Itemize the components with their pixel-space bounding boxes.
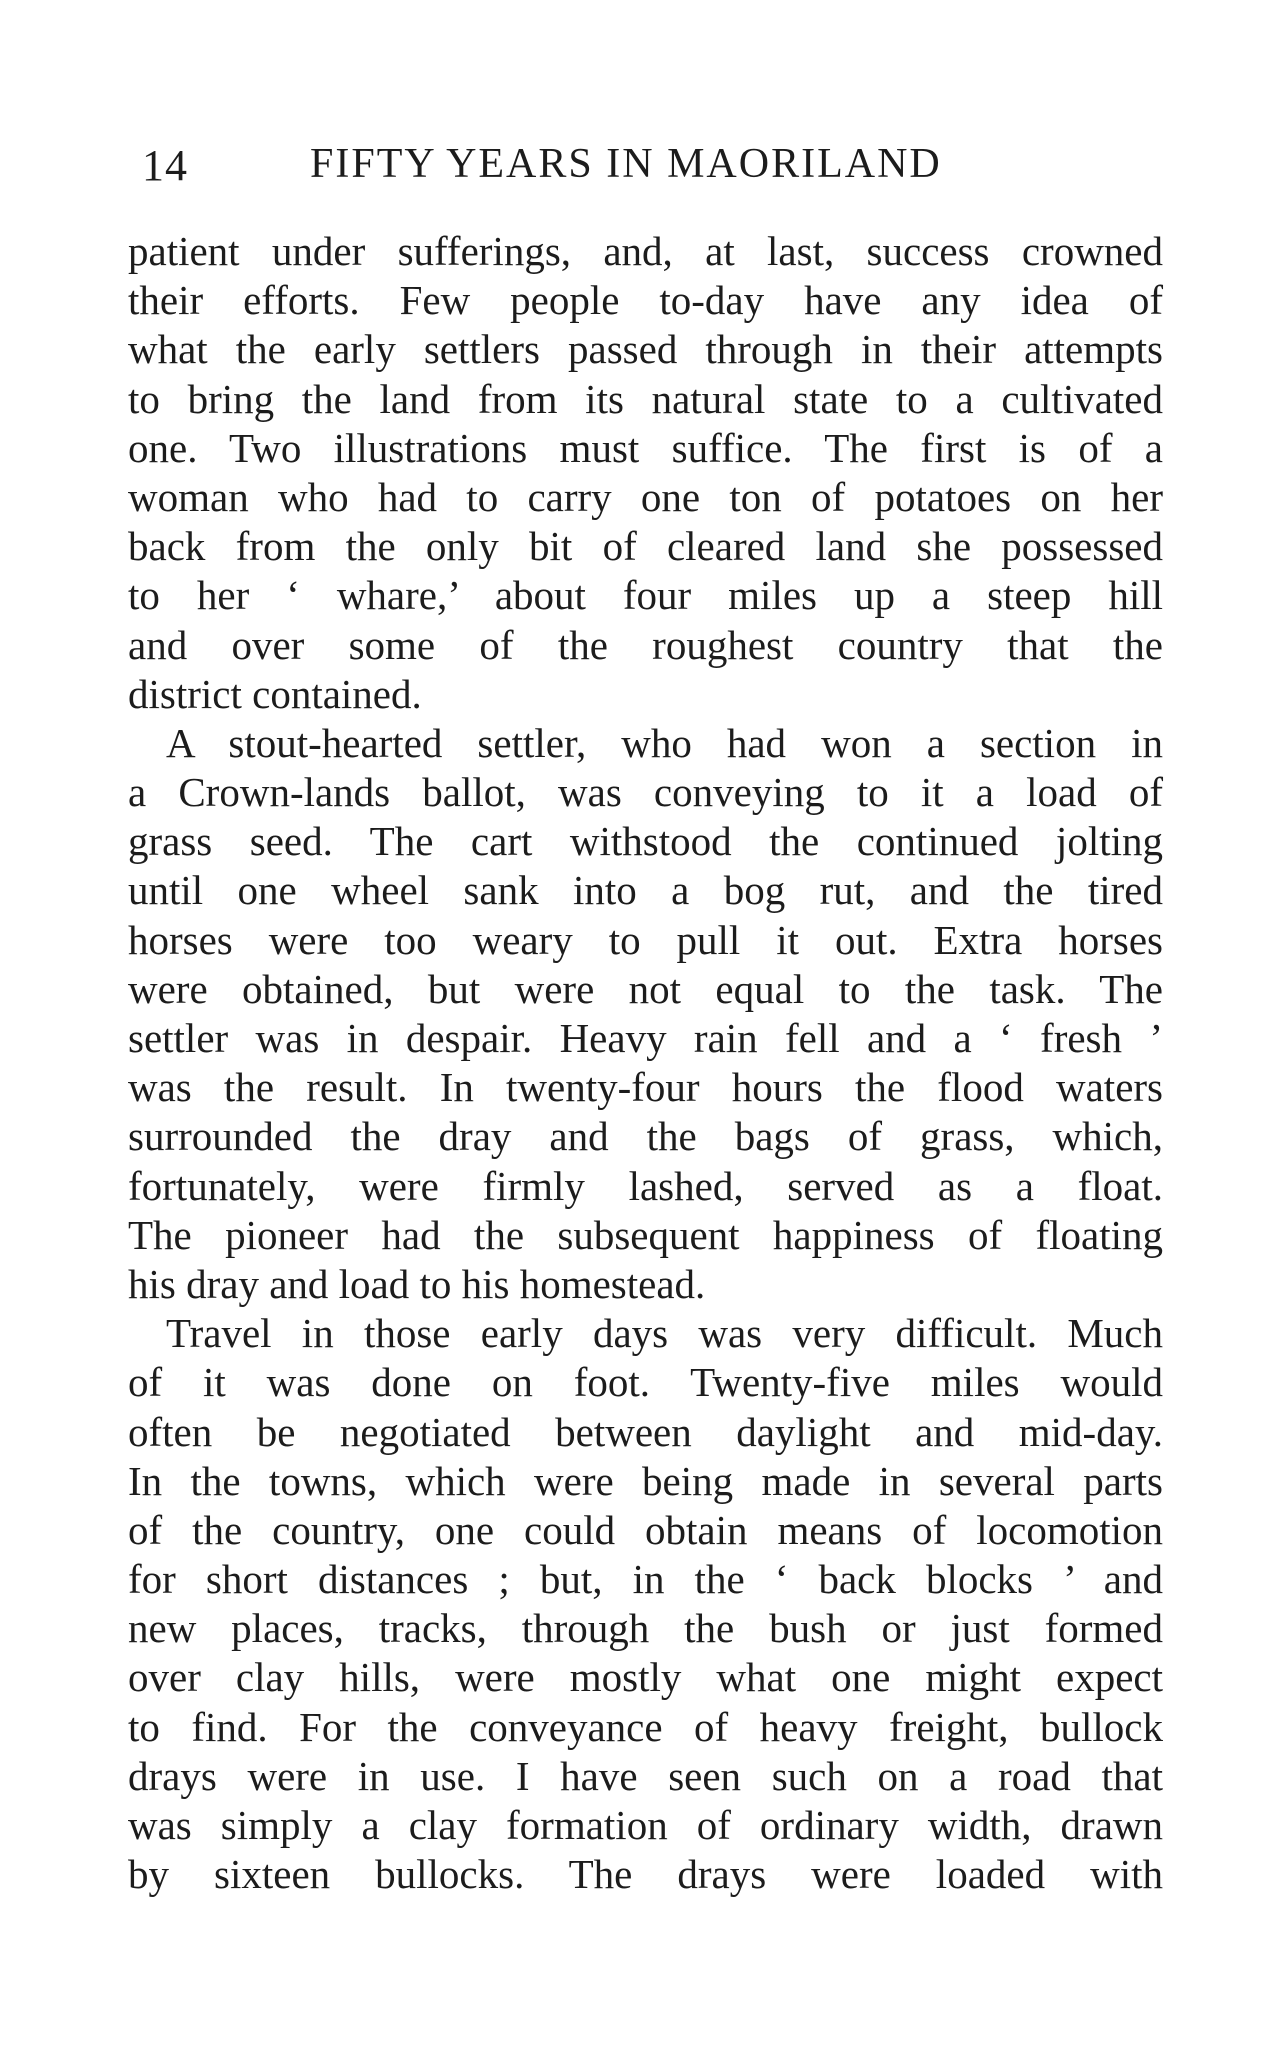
text-line: by sixteen bullocks. The drays were loaded with	[128, 1851, 1163, 1898]
text-line: In the towns, which were being made in several parts	[128, 1457, 1163, 1504]
body-text	[128, 227, 1163, 1899]
text-line: for short distances ; but, in the ‘ back blocks ’ and	[128, 1556, 1163, 1603]
text-line: district contained.	[128, 670, 422, 717]
paragraph	[128, 1309, 1163, 1899]
text-line: his dray and load to his homestead.	[128, 1260, 706, 1307]
text-line: fortunately, were firmly lashed, served as a float.	[128, 1162, 1163, 1209]
text-line: until one wheel sank into a bog rut, and the tired	[128, 867, 1163, 914]
text-line: horses were too weary to pull it out. Extra horses	[128, 916, 1163, 963]
text-line: a Crown-lands ballot, was conveying to it a load of	[128, 769, 1163, 816]
text-line: one. Two illustrations must suffice. The first is of a	[128, 424, 1163, 471]
text-line: to find. For the conveyance of heavy freight, bullock	[128, 1703, 1163, 1750]
text-line: back from the only bit of cleared land she possessed	[128, 523, 1163, 570]
running-head	[130, 140, 1160, 200]
text-line: settler was in despair. Heavy rain fell and a ‘ fresh ’	[128, 1015, 1163, 1061]
text-line: was simply a clay formation of ordinary width, drawn	[128, 1802, 1163, 1848]
text-line: woman who had to carry one ton of potatoes on her	[128, 473, 1163, 520]
text-line: were obtained, but were not equal to the task. The	[128, 965, 1163, 1012]
text-line: patient under sufferings, and, at last, success crowned	[128, 228, 1163, 274]
text-line: of it was done on foot. Twenty-five miles would	[128, 1359, 1163, 1406]
text-line: what the early settlers passed through in their attempts	[128, 326, 1163, 373]
paragraph	[128, 227, 1163, 719]
text-line: and over some of the roughest country that the	[128, 621, 1163, 668]
page-number: 14	[142, 141, 188, 190]
text-line: A stout-hearted settler, who had won a section in	[166, 719, 1163, 766]
running-title: FIFTY YEARS IN MAORILAND	[310, 141, 942, 187]
text-line: over clay hills, were mostly what one might expect	[128, 1654, 1163, 1701]
text-line: of the country, one could obtain means of locomotion	[128, 1506, 1163, 1553]
paragraph	[128, 719, 1163, 1309]
text-line: to her ‘ whare,’ about four miles up a steep hill	[128, 572, 1163, 619]
text-line: often be negotiated between daylight and mid-day.	[128, 1408, 1163, 1455]
text-line: The pioneer had the subsequent happiness of floating	[128, 1211, 1163, 1258]
text-line: surrounded the dray and the bags of grass, which,	[128, 1113, 1163, 1160]
text-line: new places, tracks, through the bush or just formed	[128, 1605, 1163, 1652]
text-line: their efforts. Few people to-day have any idea of	[128, 277, 1163, 324]
text-line: was the result. In twenty-four hours the flood waters	[128, 1064, 1163, 1111]
text-line: Travel in those early days was very difficult. Much	[166, 1310, 1163, 1357]
text-line: to bring the land from its natural state to a cultivated	[128, 375, 1163, 422]
text-line: grass seed. The cart withstood the continued jolting	[128, 818, 1163, 865]
text-line: drays were in use. I have seen such on a road that	[128, 1752, 1163, 1799]
